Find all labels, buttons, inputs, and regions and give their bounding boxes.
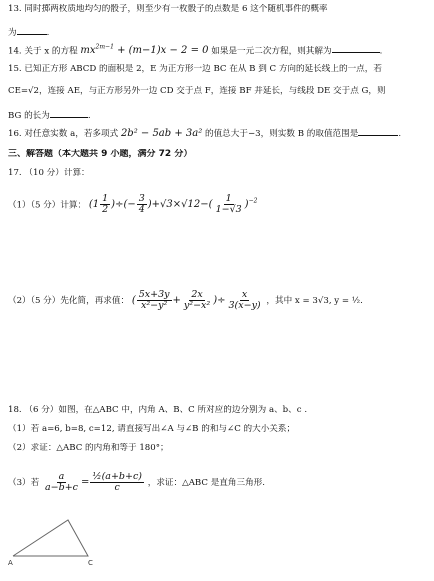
- q18-part2: （2）求证：△ABC 的内角和等于 180°；: [8, 443, 169, 453]
- q16-suffix: 的值总大于−3，则实数 B 的取值范围是: [204, 129, 359, 139]
- q17-part2: [8, 286, 428, 316]
- q16-prefix: 16. 对任意实数 a，若多项式: [8, 129, 119, 139]
- triangle-outline: [13, 520, 88, 556]
- q14-line: 14. 关于 x 的方程 $mx^{2m-1} + (m-1)x - 2 = 0$ 如果是一元二次方程，则其解为 .: [8, 44, 383, 57]
- q16-polynomial: 2b² − 5ab + 3a²: [120, 128, 203, 139]
- q13-cont: 为: [8, 28, 17, 38]
- answer-blank-13: [17, 25, 47, 35]
- q17-head: 17. （10 分）计算：: [8, 168, 90, 178]
- q18-head: 18. （6 分）如图，在△ABC 中，内角 A、B、C 所对应的边分别为 a、b、c .: [8, 405, 308, 415]
- q17-part1: [8, 188, 428, 216]
- q18-part1: （1）若 a=6, b=8, c=12, 请直接写出∠A 与∠B 的和与∠C 的大小关系；: [8, 424, 296, 434]
- q15-line1: 15. 已知正方形 ABCD 的面积是 2，E 为正方形一边 BC 在从 B 到 C 方向的延长线上的一点，若: [8, 64, 382, 74]
- q15-line2: CE=√2，连接 AE，与正方形另外一边 CD 交于点 F，连接 BF 并延长，与线段 DE 交于点 G，则: [8, 86, 386, 96]
- q18-p3-equation: $\frac{a}{a-b+c}$ = $\frac{\text{½(a+b+c)}}{c}$: [44, 471, 142, 493]
- q17-p1-expression: (1 $\frac{1}{2}$ )÷(− $\frac{3}{4}$ )+√3×√12−( $\frac{1}{1-√3}$ )$^{-2}$: [88, 193, 258, 216]
- q18-p3-condition: ，求证：△ABC 是直角三角形.: [147, 478, 265, 488]
- answer-blank-15: [50, 108, 88, 118]
- q17-p2-condition: ，其中 x = 3√3, y = ½.: [266, 296, 363, 306]
- section-3-title: 三、解答题（本大题共 9 小题，满分 72 分）: [8, 149, 193, 159]
- q18-part3: [8, 462, 428, 504]
- q13-line2: 为 .: [8, 25, 428, 39]
- triangle-figure: [8, 508, 98, 568]
- q18-p3-label: （3）若: [8, 478, 40, 488]
- q14-prefix: 14. 关于 x 的方程: [8, 46, 78, 57]
- q14-suffix: 如果是一元二次方程，则其解为: [211, 46, 332, 57]
- q15-line3: BG 的长为 .: [8, 108, 428, 122]
- vertex-label-a: A: [8, 559, 13, 567]
- answer-blank-16: [358, 126, 398, 136]
- vertex-label-c: C: [88, 559, 93, 567]
- q16-line: 16. 对任意实数 a，若多项式 2b² − 5ab + 3a² 的值总大于−3，则实数 B 的取值范围是 .: [8, 128, 402, 139]
- q13-line1: 13. 同时掷两枚质地均匀的骰子，则至少有一枚骰子的点数是 6 这个随机事件的概率: [8, 4, 328, 14]
- q15-line3-text: BG 的长为: [8, 111, 50, 121]
- q17-p2-expression: ( $\frac{5x+3y}{\text{x²−y²}}$ + $\frac{2x}{\text{y²−x²}}$ )÷ $\frac{x}{3(x-y)}$: [131, 289, 261, 311]
- answer-blank-14: [332, 43, 380, 53]
- q17-p2-label: （2）（5 分）先化简，再求值：: [8, 296, 130, 306]
- q17-p1-label: （1）（5 分）计算：: [8, 200, 87, 211]
- q14-equation: $mx^{2m-1} + (m-1)x - 2 = 0$: [80, 44, 209, 57]
